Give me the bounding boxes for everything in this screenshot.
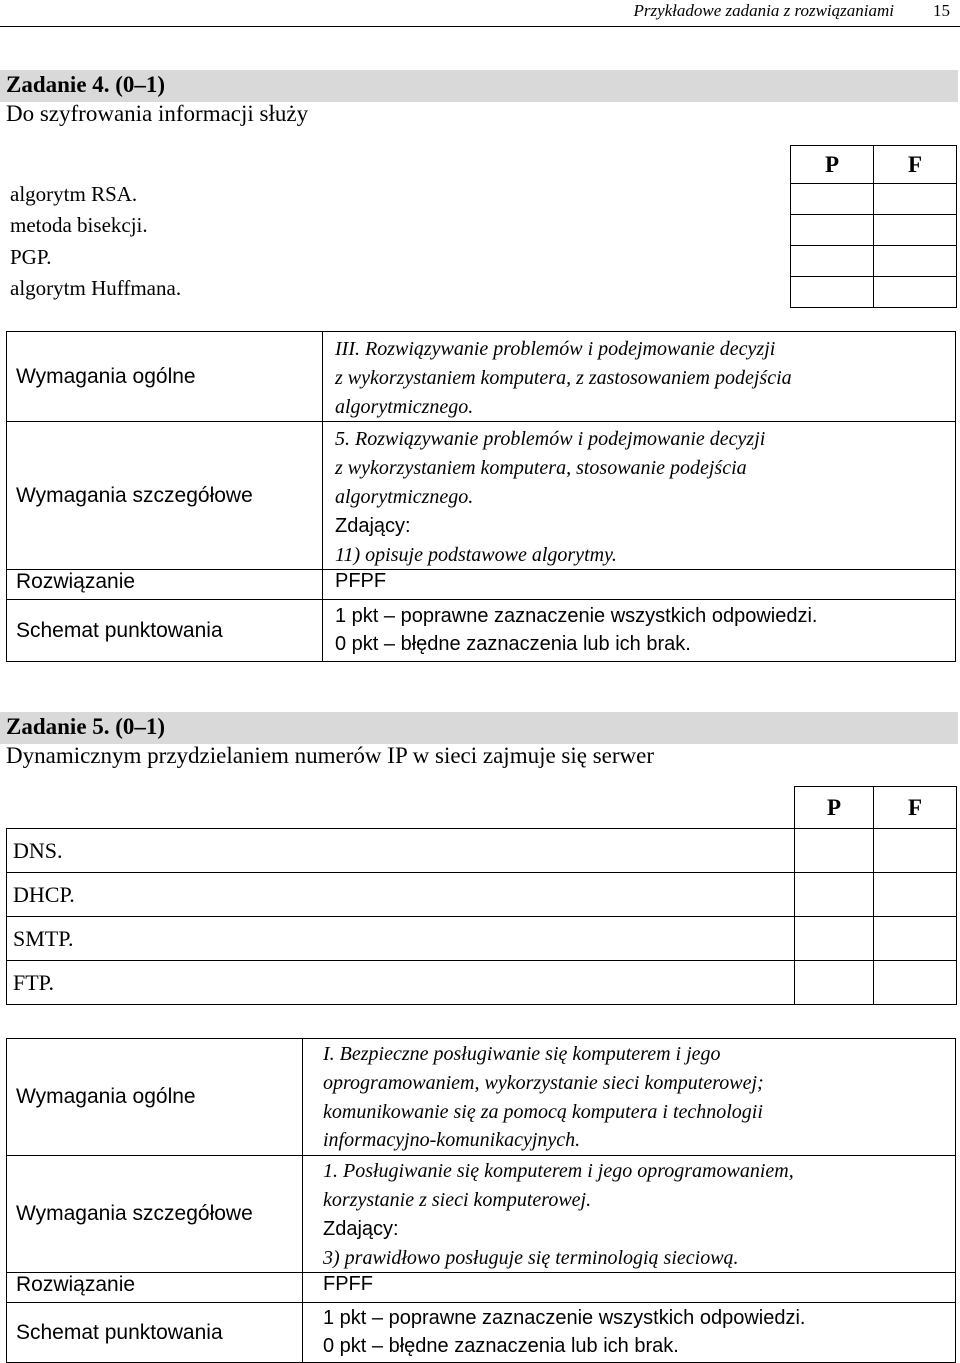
task5-solution: FPFF xyxy=(303,1273,956,1303)
task5-scoring xyxy=(303,1303,956,1363)
task4-scoring xyxy=(323,600,956,662)
page-number: 15 xyxy=(933,1,950,20)
task4-general-line-1: III. Rozwiązywanie problemów i podejmowanie decyzji xyxy=(335,338,776,360)
task5-detailed-line-1: 1. Posługiwanie się komputerem i jego oprogramowaniem, xyxy=(323,1160,794,1183)
task5-cell-p3[interactable] xyxy=(795,917,874,961)
task5-label-scoring: Schemat punktowania xyxy=(7,1303,303,1363)
task5-cell-f1[interactable] xyxy=(874,829,957,873)
task4-scoring-line-1: 1 pkt – poprawne zaznaczenie wszystkich odpowiedzi. xyxy=(335,605,818,628)
task4-answer-grid xyxy=(790,145,957,308)
task5-general-line-4: informacyjno-komunikacyjnych. xyxy=(323,1129,581,1152)
task4-cell-f1[interactable] xyxy=(874,184,957,215)
task4-option-2: metoda bisekcji. xyxy=(10,213,148,237)
task4-label-scoring: Schemat punktowania xyxy=(7,600,323,662)
task4-solution: PFPF xyxy=(323,570,956,600)
task4-cell-p3[interactable] xyxy=(791,246,874,277)
task5-option-1: DNS. xyxy=(7,829,795,873)
task5-detailed-line-2: korzystanie z sieci komputerowej. xyxy=(323,1188,592,1211)
task5-question: Dynamicznym przydzielaniem numerów IP w sieci zajmuje się serwer xyxy=(6,743,655,768)
task5-cell-f3[interactable] xyxy=(874,917,957,961)
task5-option-2: DHCP. xyxy=(7,873,795,917)
task5-general-line-1: I. Bezpieczne posługiwanie się komputerem i jego xyxy=(323,1043,721,1065)
task4-title: Zadanie 4. (0–1) xyxy=(6,72,166,97)
task4-detailed-req xyxy=(323,422,956,570)
task5-scoring-line-1: 1 pkt – poprawne zaznaczenie wszystkich odpowiedzi. xyxy=(323,1307,806,1330)
task5-cell-p2[interactable] xyxy=(795,873,874,917)
running-title: Przykładowe zadania z rozwiązaniami xyxy=(633,1,894,20)
task5-cell-p1[interactable] xyxy=(795,829,874,873)
task5-skill: 3) prawidłowo posługuje się terminologią sieciową. xyxy=(323,1246,739,1269)
task4-option-3: PGP. xyxy=(10,245,52,269)
task5-general-line-3: komunikowanie się za pomocą komputera i technologii xyxy=(323,1100,763,1123)
task4-label-solution: Rozwiązanie xyxy=(7,570,323,600)
task4-col-p: P xyxy=(791,146,874,184)
task5-answer-grid xyxy=(6,786,957,1005)
task5-label-detailed: Wymagania szczegółowe xyxy=(7,1156,303,1273)
task4-detailed-line-2: z wykorzystaniem komputera, stosowanie podejścia xyxy=(335,457,747,480)
task4-general-line-3: algorytmicznego. xyxy=(335,395,474,418)
page-header xyxy=(0,0,960,27)
task4-info-table xyxy=(6,331,956,662)
task4-cell-p1[interactable] xyxy=(791,184,874,215)
task5-general-line-2: oprogramowaniem, wykorzystanie sieci komputerowej; xyxy=(323,1071,764,1094)
task4-general-req xyxy=(323,332,956,422)
task5-option-3: SMTP. xyxy=(7,917,795,961)
task4-question: Do szyfrowania informacji służy xyxy=(6,101,309,126)
task5-general-req xyxy=(303,1039,956,1156)
task4-option-1: algorytm RSA. xyxy=(10,182,138,206)
task5-col-f: F xyxy=(874,787,957,829)
task4-cell-p2[interactable] xyxy=(791,215,874,246)
task4-option-4: algorytm Huffmana. xyxy=(10,276,182,300)
task5-zdajacy: Zdający: xyxy=(323,1217,399,1240)
task4-scoring-line-2: 0 pkt – błędne zaznaczenia lub ich brak. xyxy=(335,633,691,656)
task4-detailed-line-3: algorytmicznego. xyxy=(335,485,474,508)
task4-label-general: Wymagania ogólne xyxy=(7,332,323,422)
task4-detailed-line-1: 5. Rozwiązywanie problemów i podejmowanie decyzji xyxy=(335,428,766,451)
task4-cell-f4[interactable] xyxy=(874,277,957,308)
task4-col-f: F xyxy=(874,146,957,184)
task5-info-table xyxy=(6,1038,956,1363)
task5-label-solution: Rozwiązanie xyxy=(7,1273,303,1303)
task5-detailed-req xyxy=(303,1156,956,1273)
task5-col-p: P xyxy=(795,787,874,829)
task4-cell-p4[interactable] xyxy=(791,277,874,308)
task4-zdajacy: Zdający: xyxy=(335,514,411,537)
task5-cell-f4[interactable] xyxy=(874,961,957,1005)
task5-cell-p4[interactable] xyxy=(795,961,874,1005)
task5-option-4: FTP. xyxy=(7,961,795,1005)
task4-skill: 11) opisuje podstawowe algorytmy. xyxy=(335,543,617,566)
task5-grid-spacer xyxy=(7,787,795,829)
task5-title: Zadanie 5. (0–1) xyxy=(6,714,166,739)
task4-general-line-2: z wykorzystaniem komputera, z zastosowaniem podejścia xyxy=(335,366,792,389)
task5-scoring-line-2: 0 pkt – błędne zaznaczenia lub ich brak. xyxy=(323,1335,679,1358)
task4-cell-f2[interactable] xyxy=(874,215,957,246)
task5-label-general: Wymagania ogólne xyxy=(7,1039,303,1156)
task5-cell-f2[interactable] xyxy=(874,873,957,917)
task4-cell-f3[interactable] xyxy=(874,246,957,277)
task4-label-detailed: Wymagania szczegółowe xyxy=(7,422,323,570)
